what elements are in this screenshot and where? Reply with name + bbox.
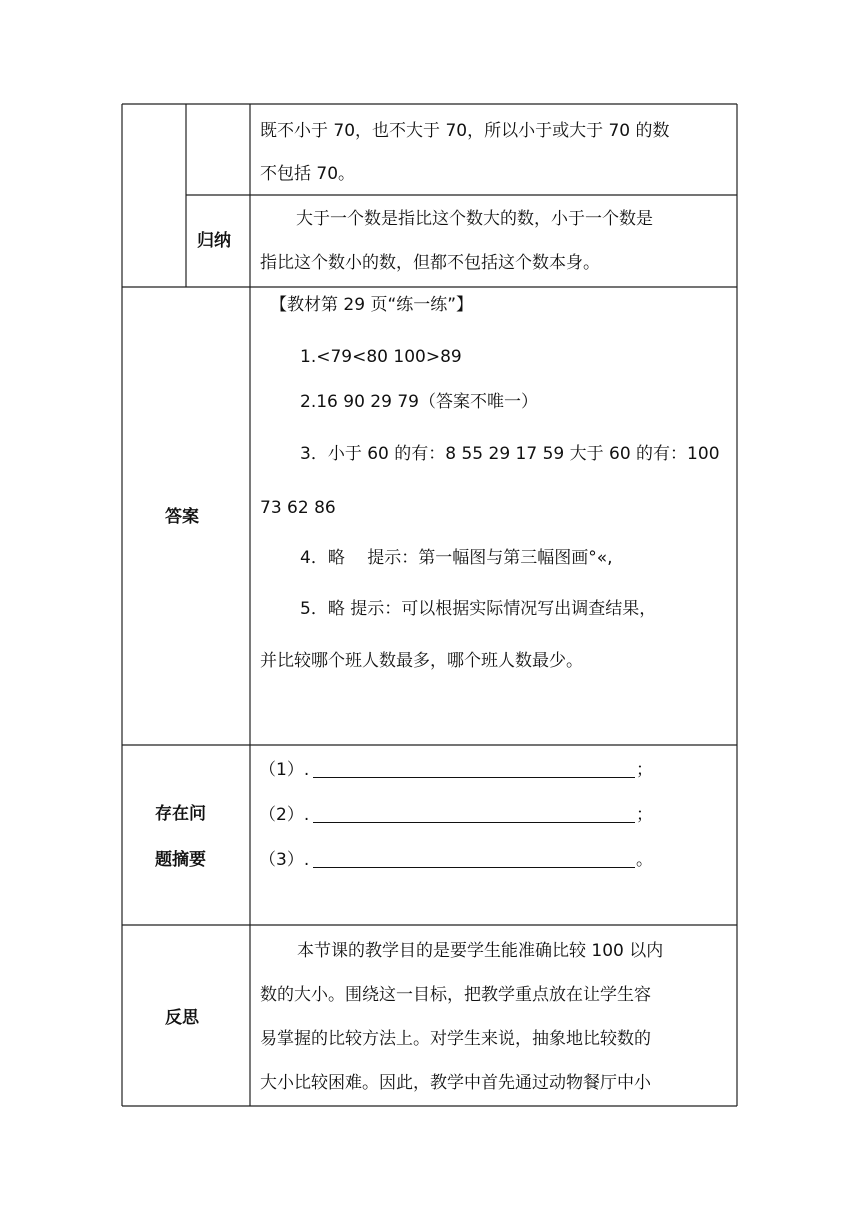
continuation-line-1: 既不小于 70，也不大于 70，所以小于或大于 70 的数 [260, 121, 670, 141]
problem-item-2-blank[interactable] [313, 822, 635, 823]
answers-heading: 【教材第 29 页“练一练”】 [270, 295, 474, 315]
problem-item-3-blank[interactable] [313, 867, 635, 868]
problem-item-3-prefix: （3）. [259, 850, 310, 870]
answer-line-7: 并比较哪个班人数最多，哪个班人数最少。 [260, 651, 583, 671]
problem-item-1-prefix: （1）. [259, 760, 310, 780]
reflection-label: 反思 [165, 1008, 199, 1028]
problems-label-line-2: 题摘要 [155, 850, 206, 870]
answer-line-2: 2.16 90 29 79（答案不唯一） [300, 392, 538, 412]
reflection-line-4: 大小比较困难。因此，教学中首先通过动物餐厅中小 [260, 1073, 651, 1093]
problem-item-1-blank[interactable] [313, 777, 635, 778]
answers-label: 答案 [165, 507, 199, 527]
problems-label-line-1: 存在问 [155, 804, 206, 824]
continuation-line-2: 不包括 70。 [260, 164, 356, 184]
reflection-line-2: 数的大小。围绕这一目标，把教学重点放在让学生容 [260, 985, 651, 1005]
problem-item-1-suffix: ； [636, 760, 653, 780]
summary-label: 归纳 [197, 231, 231, 251]
summary-line-2: 指比这个数小的数，但都不包括这个数本身。 [260, 253, 600, 273]
answer-line-3: 3．小于 60 的有：8 55 29 17 59 大于 60 的有：100 [300, 444, 720, 464]
answer-line-6: 5．略 提示：可以根据实际情况写出调查结果， [300, 599, 657, 619]
problem-item-2-prefix: （2）. [259, 805, 310, 825]
answer-line-1: 1.<79<80 100>89 [300, 347, 462, 367]
summary-line-1: 大于一个数是指比这个数大的数，小于一个数是 [296, 209, 653, 229]
reflection-line-1: 本节课的教学目的是要学生能准确比较 100 以内 [297, 941, 664, 961]
problem-item-2-suffix: ； [636, 805, 653, 825]
reflection-line-3: 易掌握的比较方法上。对学生来说，抽象地比较数的 [260, 1029, 651, 1049]
answer-line-4: 73 62 86 [260, 498, 336, 518]
answer-line-5: 4．略 提示：第一幅图与第三幅图画°«, [300, 548, 613, 568]
problem-item-3-suffix: 。 [636, 850, 653, 870]
